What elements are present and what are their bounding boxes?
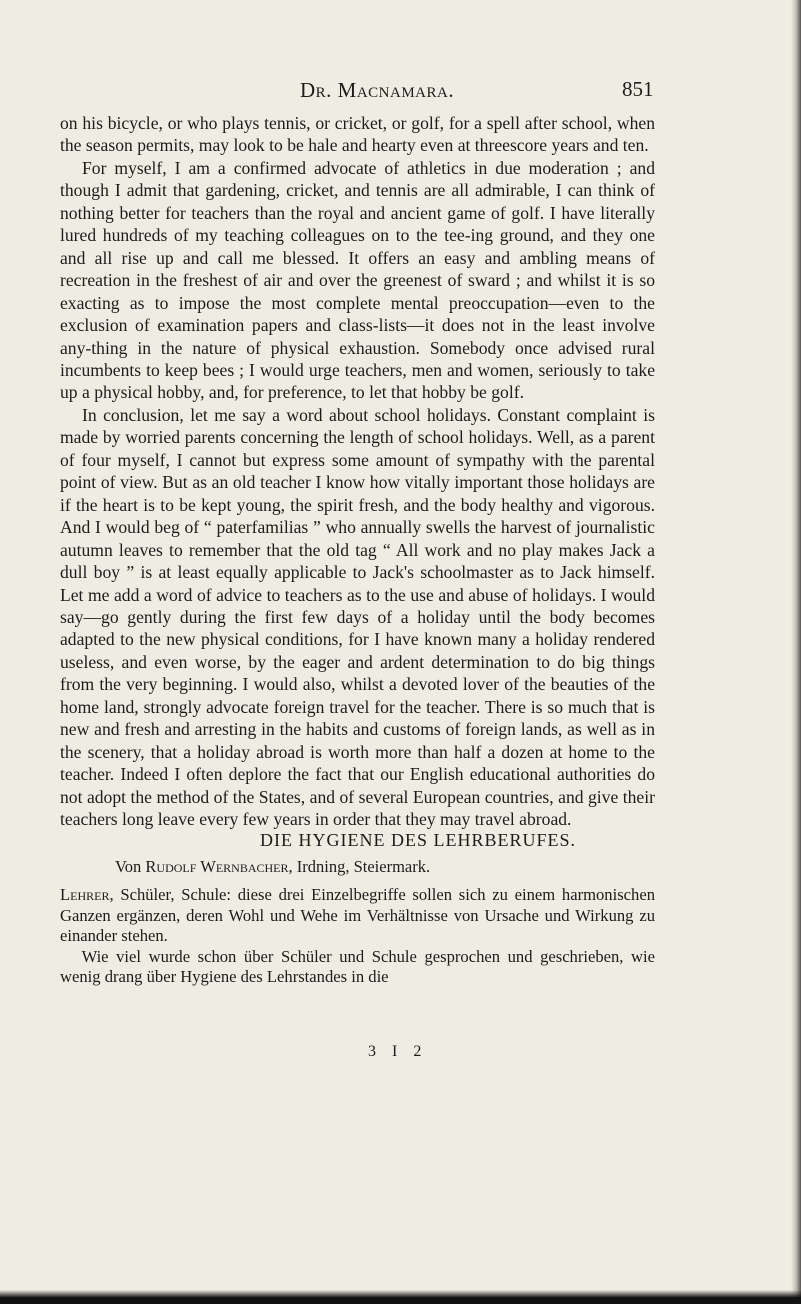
lead-word: Lehrer, <box>60 885 114 904</box>
scan-bottom-border <box>0 1290 801 1304</box>
article-title: DIE HYGIENE DES LEHRBERUFES. <box>260 830 576 850</box>
signature-mark: 3 I 2 <box>368 1043 428 1060</box>
paragraph: In conclusion, let me say a word about school holidays. Constant complaint is made by worried parents concerning the length of school holidays. Well, as a parent of four myself, I cannot but express some amount of sympathy with the parental point of view. But as an old teacher I know how vitally important those holidays are if the heart is to be kept young, the spirit fresh, and the body healthy and vigorous. And I would beg of “ paterfamilias ” who annually swells the harvest of journalistic autumn leaves to remember that the old tag “ All work and no play makes Jack a dull boy ” is at least equally applicable to Jack's schoolmaster as to Jack himself. Let me add a word of advice to teachers as to the use and abuse of holidays. I would say—go gently during the first few days of a holiday until the body becomes adapted to the new physical conditions, for I have known many a holiday rendered useless, and even worse, by the eager and ardent determination to do big things from the very beginning. I would also, whilst a devoted lover of the beauties of the home land, strongly advocate foreign travel for the teacher. There is so much that is new and fresh and arresting in the habits and customs of foreign lands, as well as in the scenery, that a holiday abroad is worth more than half a dozen at home to the teacher. Indeed I often deplore the fact that our English educational authorities do not adopt the method of the States, and of several European countries, and give their teachers long leave every few years in order that they may travel abroad. <box>60 404 655 830</box>
byline-prefix: Von <box>115 857 142 876</box>
paragraph: Wie viel wurde schon über Schüler und Schule gesprochen und geschrieben, wie wenig drang über Hygiene des Lehrstandes in die <box>60 946 655 987</box>
body-text <box>60 112 655 831</box>
paragraph <box>60 885 655 947</box>
byline-author: Rudolf Wernbacher, <box>145 857 293 876</box>
running-head: Dr. Macnamara. <box>300 78 455 102</box>
byline-place: Irdning, Steiermark. <box>296 857 431 876</box>
article-text <box>60 885 655 988</box>
paragraph: For myself, I am a confirmed advocate of athletics in due moderation ; and though I admit that gardening, cricket, and tennis are all admirable, I can think of nothing better for teachers than the royal and ancient game of golf. I have literally lured hundreds of my teaching colleagues on to the tee-ing ground, and they one and all rise up and call me blessed. It offers an easy and ambling means of recreation in the freshest of air and over the greenest of sward ; and whilst it is so exacting as to impose the most complete mental preoccupation—even to the exclusion of examination papers and class-lists—it does not in the least involve any-thing in the nature of physical exhaustion. Somebody once advised rural incumbents to keep bees ; I would urge teachers, men and women, seriously to take up a physical hobby, and, for preference, to let that hobby be golf. <box>60 157 655 403</box>
paragraph-rest: Schüler, Schule: diese drei Einzelbegriffe sollen sich zu einem harmonischen Ganzen ergänzen, deren Wohl und Wehe im Verhältnisse von Ursache und Wirkung zu einander stehen. <box>60 885 655 946</box>
byline <box>115 857 430 877</box>
page-number: 851 <box>622 77 654 101</box>
paragraph: on his bicycle, or who plays tennis, or cricket, or golf, for a spell after school, when the season permits, may look to be hale and hearty even at threescore years and ten. <box>60 113 655 156</box>
page-edge-shadow <box>791 0 801 1304</box>
